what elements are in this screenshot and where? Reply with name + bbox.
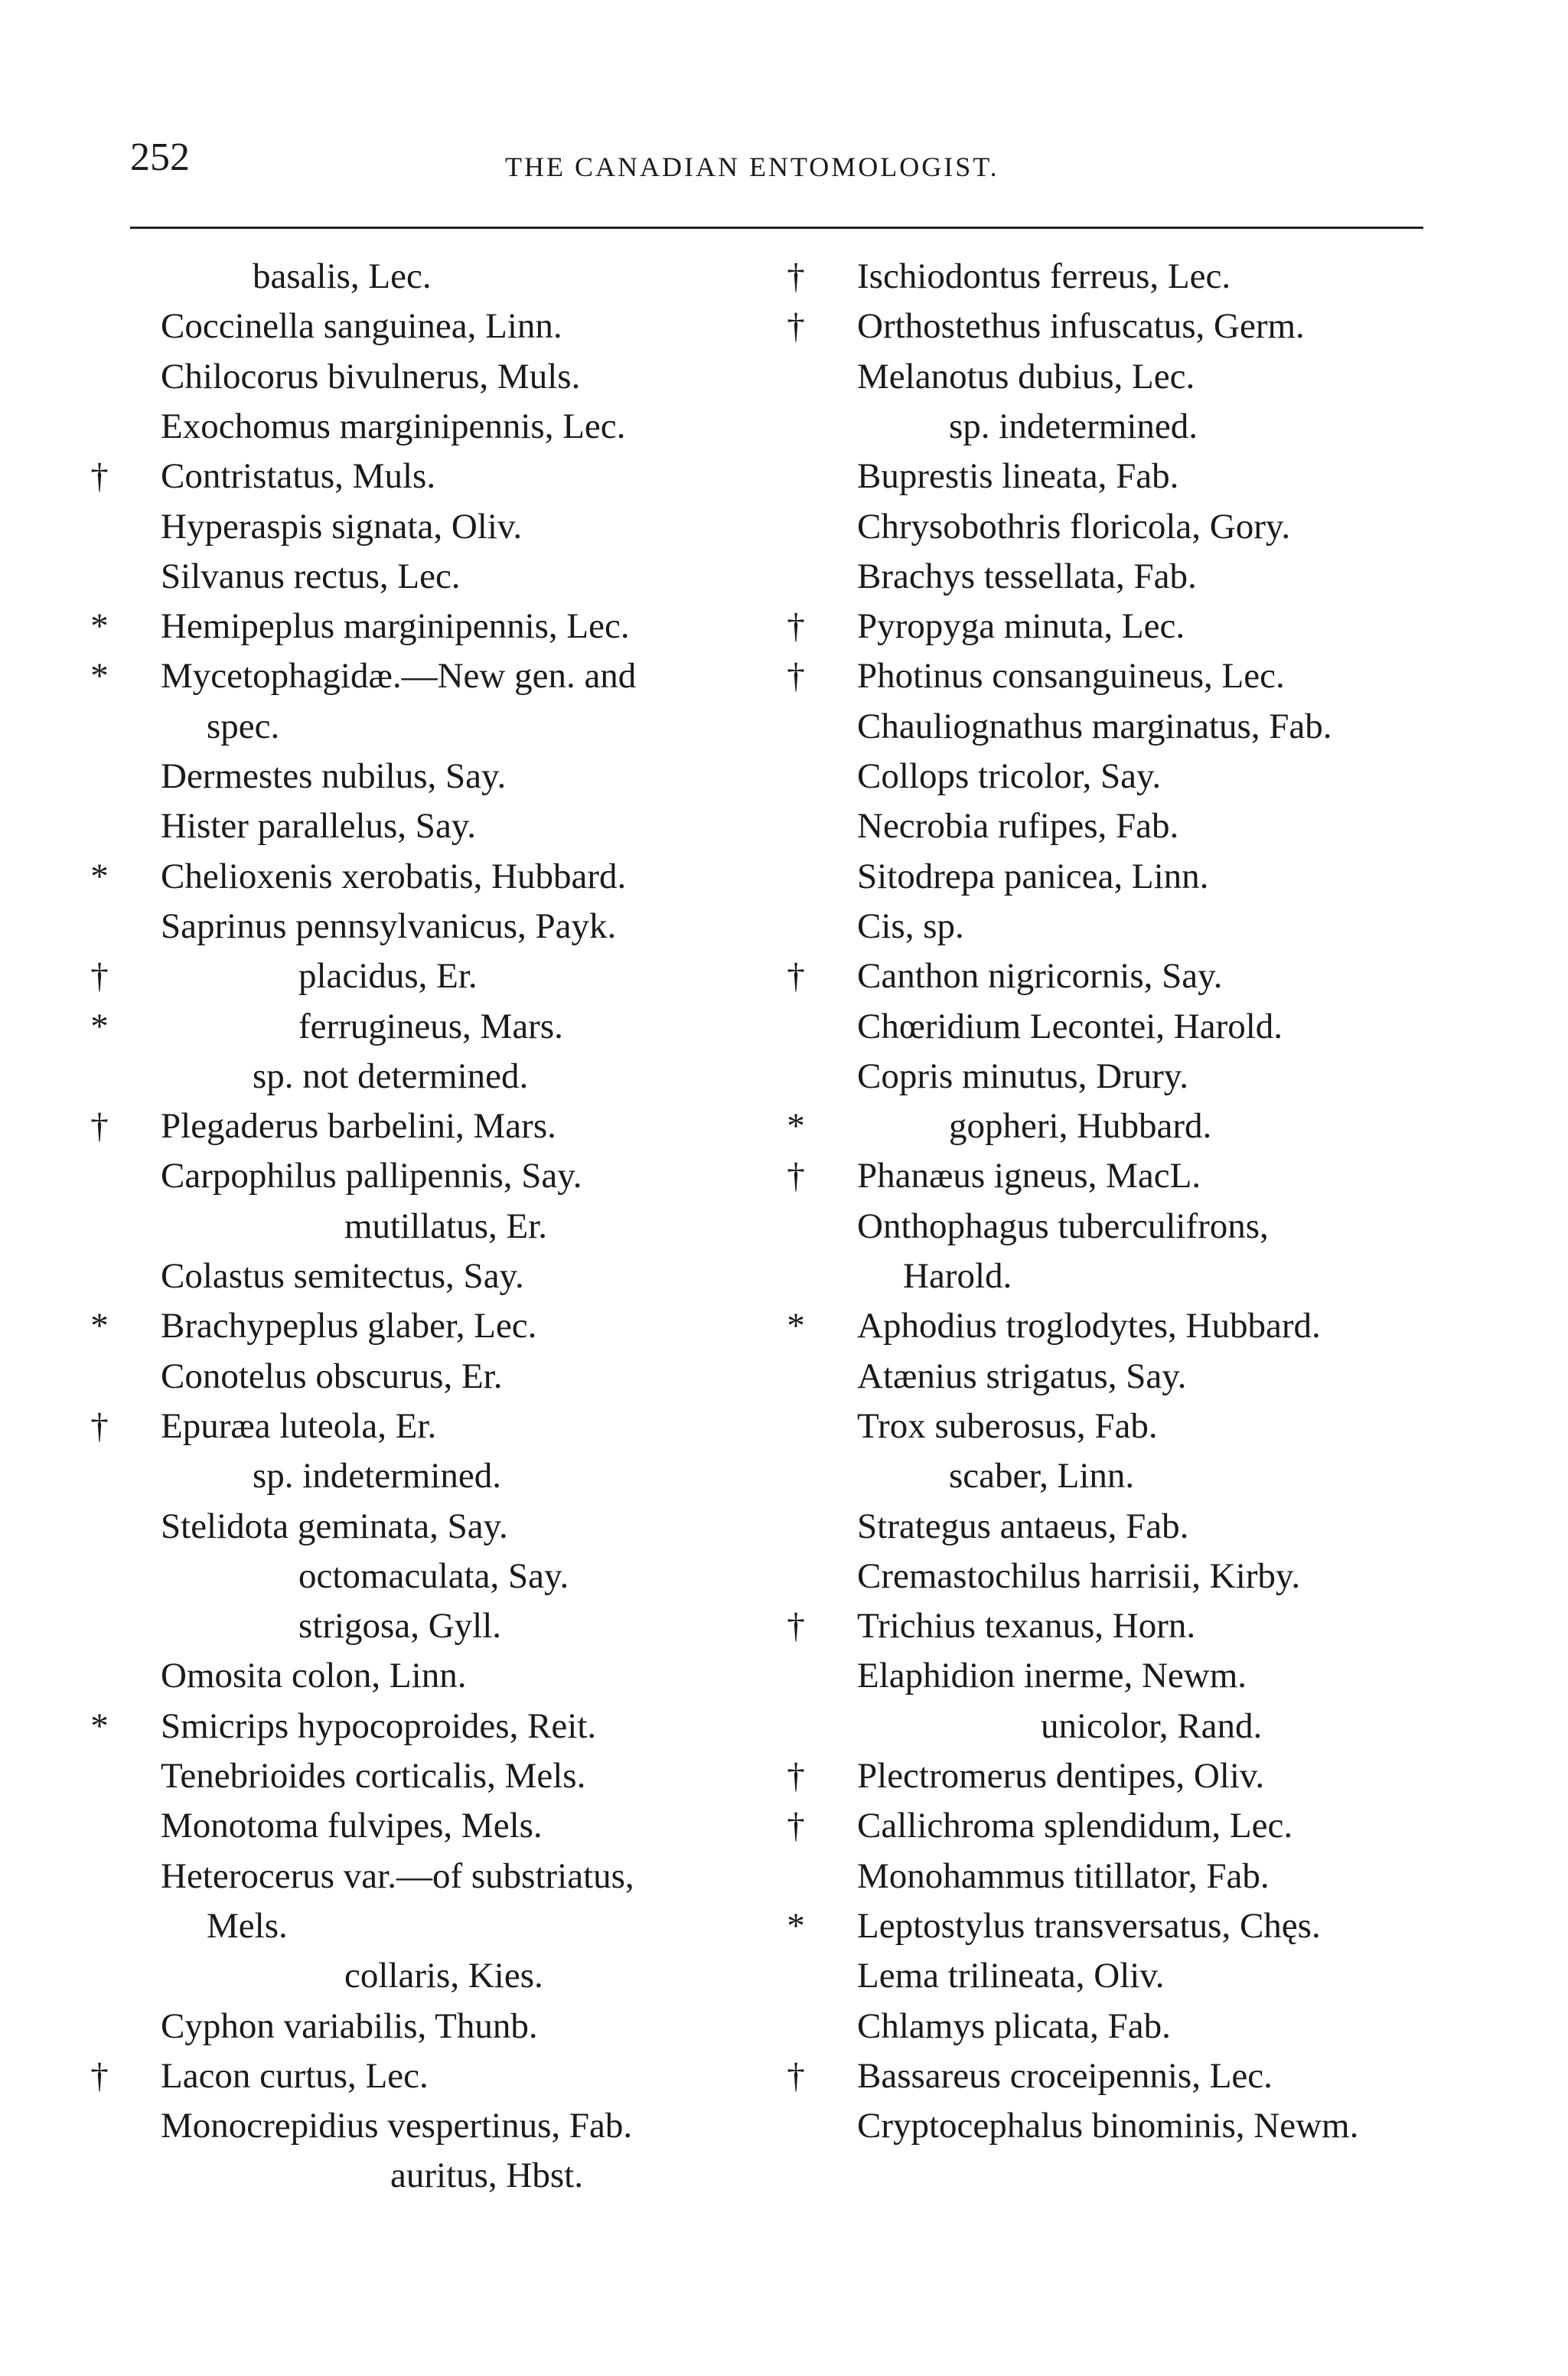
entry-text: Lema trilineata, Oliv. xyxy=(857,1956,1165,1996)
entry-text: Mycetophagidæ.—New gen. and xyxy=(161,656,637,697)
entry-mark: * xyxy=(787,1106,805,1147)
entry-text: Elaphidion inerme, Newm. xyxy=(857,1656,1247,1696)
running-head: THE CANADIAN ENTOMOLOGIST. xyxy=(505,152,999,182)
entry-text: Copris minutus, Drury. xyxy=(857,1056,1189,1096)
entry-text: Ischiodontus ferreus, Lec. xyxy=(857,256,1231,296)
entry-text: basalis, Lec. xyxy=(253,256,432,296)
entry-text: Aphodius troglodytes, Hubbard. xyxy=(857,1306,1321,1346)
entry-text: Sitodrepa panicea, Linn. xyxy=(857,856,1209,896)
entry-text: Bassareus croceipennis, Lec. xyxy=(857,2055,1273,2096)
entry-text: Harold. xyxy=(903,1256,1012,1296)
entry-text: Plectromerus dentipes, Oliv. xyxy=(857,1756,1265,1796)
entry-mark: * xyxy=(90,856,109,896)
entry-text: Cis, sp. xyxy=(857,906,964,946)
page-number: 252 xyxy=(130,135,190,179)
entry-text: Trichius texanus, Horn. xyxy=(857,1606,1196,1647)
header-rule xyxy=(130,227,1423,229)
entry-text: Strategus antaeus, Fab. xyxy=(857,1506,1189,1546)
entry-mark: † xyxy=(90,1106,109,1147)
entry-mark: * xyxy=(90,1705,109,1746)
entry-text: Colastus semitectus, Say. xyxy=(161,1256,524,1296)
entry-mark: † xyxy=(787,1606,805,1647)
entry-text: Chrysobothris floricola, Gory. xyxy=(857,506,1291,547)
entry-mark: † xyxy=(90,456,109,497)
entry-text: sp. not determined. xyxy=(253,1056,529,1096)
entry-text: Brachypeplus glaber, Lec. xyxy=(161,1306,537,1346)
entry-mark: † xyxy=(90,956,109,997)
entry-text: Plegaderus barbelini, Mars. xyxy=(161,1106,556,1147)
entry-text: Conotelus obscurus, Er. xyxy=(161,1356,503,1396)
entry-text: Monotoma fulvipes, Mels. xyxy=(161,1806,543,1846)
entry-text: spec. xyxy=(207,706,280,746)
entry-mark: * xyxy=(90,1006,109,1046)
entry-text: sp. indetermined. xyxy=(253,1456,502,1496)
entry-text: Heterocerus var.—of substriatus, xyxy=(161,1855,634,1896)
entry-text: octomaculata, Say. xyxy=(298,1555,569,1596)
entry-mark: † xyxy=(787,2055,805,2096)
entry-mark: * xyxy=(90,656,109,697)
entry-text: sp. indetermined. xyxy=(949,406,1198,446)
entry-text: Monohammus titillator, Fab. xyxy=(857,1855,1270,1896)
entry-text: collaris, Kies. xyxy=(344,1956,543,1996)
entry-text: Chelioxenis xerobatis, Hubbard. xyxy=(161,856,627,896)
entry-mark: * xyxy=(90,1306,109,1346)
entry-text: Cyphon variabilis, Thunb. xyxy=(161,2006,538,2046)
entry-mark: * xyxy=(90,606,109,647)
entry-text: gopheri, Hubbard. xyxy=(949,1106,1212,1147)
entry-text: Hyperaspis signata, Oliv. xyxy=(161,506,523,547)
entry-mark: † xyxy=(787,656,805,697)
entry-mark: * xyxy=(787,1306,805,1346)
entry-text: Hister parallelus, Say. xyxy=(161,806,477,847)
entry-text: Hemipeplus marginipennis, Lec. xyxy=(161,606,630,647)
entry-text: Photinus consanguineus, Lec. xyxy=(857,656,1285,697)
entry-text: Leptostylus transversatus, Chęs. xyxy=(857,1905,1321,1946)
entry-text: scaber, Linn. xyxy=(949,1456,1135,1496)
entry-text: Cremastochilus harrisii, Kirby. xyxy=(857,1555,1301,1596)
entry-text: Chauliognathus marginatus, Fab. xyxy=(857,706,1332,746)
entry-text: Chlamys plicata, Fab. xyxy=(857,2006,1171,2046)
entry-text: Phanæus igneus, MacL. xyxy=(857,1156,1201,1196)
entry-text: placidus, Er. xyxy=(298,956,478,997)
entry-text: ferrugineus, Mars. xyxy=(298,1006,563,1046)
entry-text: Chœridium Lecontei, Harold. xyxy=(857,1006,1283,1046)
entry-mark: * xyxy=(787,1905,805,1946)
entry-text: Contristatus, Muls. xyxy=(161,456,436,497)
entry-text: Tenebrioides corticalis, Mels. xyxy=(161,1756,586,1796)
entry-text: Trox suberosus, Fab. xyxy=(857,1405,1158,1446)
entry-text: Stelidota geminata, Say. xyxy=(161,1506,508,1546)
entry-mark: † xyxy=(90,1405,109,1446)
entry-mark: † xyxy=(787,1156,805,1196)
entry-mark: † xyxy=(787,606,805,647)
entry-text: Buprestis lineata, Fab. xyxy=(857,456,1179,497)
entry-text: Callichroma splendidum, Lec. xyxy=(857,1806,1293,1846)
entry-text: Coccinella sanguinea, Linn. xyxy=(161,306,562,347)
entry-text: Pyropyga minuta, Lec. xyxy=(857,606,1185,647)
entry-text: Silvanus rectus, Lec. xyxy=(161,556,461,596)
entry-text: Canthon nigricornis, Say. xyxy=(857,956,1223,997)
entry-text: Necrobia rufipes, Fab. xyxy=(857,806,1179,847)
entry-mark: † xyxy=(787,306,805,347)
entry-text: Atænius strigatus, Say. xyxy=(857,1356,1187,1396)
entry-text: Cryptocephalus binominis, Newm. xyxy=(857,2106,1359,2146)
entry-text: Omosita colon, Linn. xyxy=(161,1656,467,1696)
entry-text: unicolor, Rand. xyxy=(1041,1705,1263,1746)
entry-text: Carpophilus pallipennis, Say. xyxy=(161,1156,582,1196)
entry-text: strigosa, Gyll. xyxy=(298,1606,502,1647)
entry-text: Orthostethus infuscatus, Germ. xyxy=(857,306,1305,347)
entry-text: Monocrepidius vespertinus, Fab. xyxy=(161,2106,633,2146)
entry-text: Lacon curtus, Lec. xyxy=(161,2055,429,2096)
entry-text: Epuræa luteola, Er. xyxy=(161,1405,437,1446)
entry-text: mutillatus, Er. xyxy=(344,1206,548,1246)
entry-text: Saprinus pennsylvanicus, Payk. xyxy=(161,906,617,946)
entry-text: Onthophagus tuberculifrons, xyxy=(857,1206,1269,1246)
entry-text: Mels. xyxy=(207,1905,288,1946)
entry-mark: † xyxy=(787,956,805,997)
entry-text: Brachys tessellata, Fab. xyxy=(857,556,1197,596)
entry-text: Dermestes nubilus, Say. xyxy=(161,756,507,796)
entry-text: Collops tricolor, Say. xyxy=(857,756,1162,796)
entry-text: Chilocorus bivulnerus, Muls. xyxy=(161,356,581,397)
entry-text: Exochomus marginipennis, Lec. xyxy=(161,406,626,446)
entry-mark: † xyxy=(787,256,805,296)
entry-mark: † xyxy=(787,1806,805,1846)
entry-text: Smicrips hypocoproides, Reit. xyxy=(161,1705,597,1746)
entry-text: auritus, Hbst. xyxy=(390,2156,583,2196)
entry-mark: † xyxy=(787,1756,805,1796)
entry-text: Melanotus dubius, Lec. xyxy=(857,356,1195,397)
entry-mark: † xyxy=(90,2055,109,2096)
